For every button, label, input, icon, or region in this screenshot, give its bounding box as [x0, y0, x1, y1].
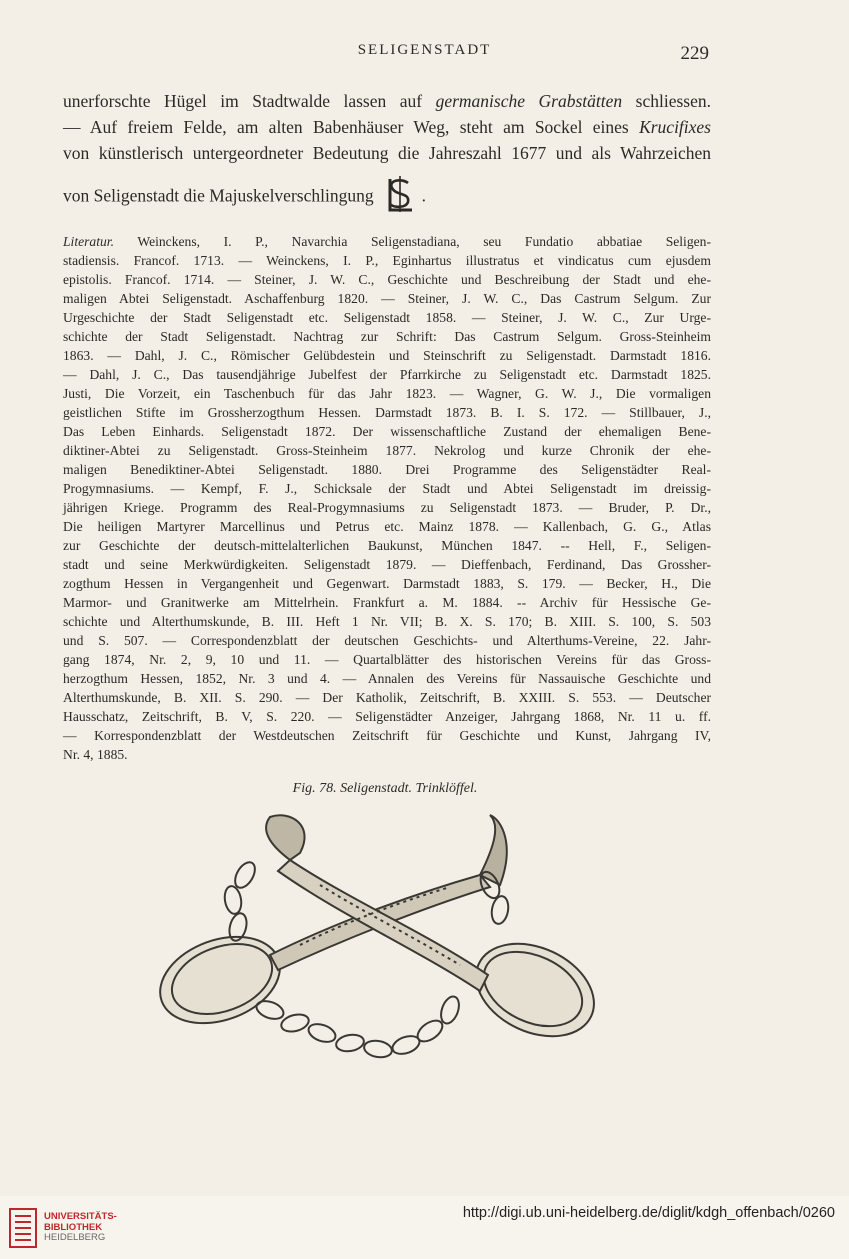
body-line: von Seligenstadt die Majuskelverschlingung .	[63, 174, 711, 221]
literature-line: Urgeschichte der Stadt Seligenstadt etc. Seligenstadt 1858. — Steiner, J. W. C., Zur Urge-	[63, 310, 711, 325]
library-name: UNIVERSITÄTS- BIBLIOTHEK HEIDELBERG	[44, 1211, 117, 1243]
literature-line: — Korrespondenzblatt der Westdeutschen Zeitschrift für Geschichte und Kunst, Jahrgang IV,	[63, 728, 711, 743]
literature-line: schichte und Alterthumskunde, B. III. Heft 1 Nr. VII; B. X. S. 170; B. XIII. S. 100, S. 503	[63, 614, 711, 629]
literature-line: diktiner-Abtei zu Seligenstadt. Gross-Steinheim 1877. Nekrolog und kurze Chronik der ehe-	[63, 443, 711, 458]
page-number: 229	[680, 43, 709, 64]
literature-line: Literatur. Weinckens, I. P., Navarchia Seligenstadiana, seu Fundatio abbatiae Seligen-	[63, 234, 711, 249]
literature-line: — Dahl, J. C., Das tausendjährige Jubelfest der Pfarrkirche zu Seligenstadt etc. Darmstadt 1825.	[63, 367, 711, 382]
literature-line: und S. 507. — Correspondenzblatt der deutschen Geschichts- und Alterthums-Vereine, 22. Jahr-	[63, 633, 711, 648]
literature-line: jährigen Kriege. Programm des Real-Progymnasiums zu Seligenstadt 1873. — Bruder, P. Dr.,	[63, 500, 711, 515]
literature-line: zogthum Hessen in Vergangenheit und Gegenwart. Darmstadt 1883, S. 179. — Becker, H., Die	[63, 576, 711, 591]
literature-line: 1863. — Dahl, J. C., Römischer Gelübdestein und Steinschrift zu Seligenstadt. Darmstadt 1816.	[63, 348, 711, 363]
literature-line: Nr. 4, 1885.	[63, 747, 128, 762]
literature-line: Justi, Die Vorzeit, ein Taschenbuch für das Jahr 1823. — Wagner, G. W. J., Die vormaligen	[63, 386, 711, 401]
source-url-link[interactable]: http://digi.ub.uni-heidelberg.de/diglit/kdgh_offenbach/0260	[462, 1205, 835, 1221]
literature-line: Marmor- und Granitwerke am Mittelrhein. Frankfurt a. M. 1884. -- Archiv für Hessische Ge-	[63, 595, 711, 610]
literature-line: maligen Benediktiner-Abtei Seligenstadt. 1880. Drei Programme des Seligenstädter Real-	[63, 462, 711, 477]
literature-line: Alterthumskunde, B. XII. S. 290. — Der Katholik, Zeitschrift, B. XXIII. S. 553. — Deutscher	[63, 690, 711, 705]
literature-line: stadt und seine Merkwürdigkeiten. Seligenstadt 1879. — Dieffenbach, Ferdinand, Das Grossher-	[63, 557, 711, 572]
literature-line: maligen Abtei Seligenstadt. Aschaffenburg 1820. — Steiner, J. W. C., Das Castrum Selgum. Zur	[63, 291, 711, 306]
body-line: — Auf freiem Felde, am alten Babenhäuser Weg, steht am Sockel eines Krucifixes	[63, 117, 711, 137]
literature-line: schichte der Stadt Seligenstadt. Nachtrag zur Schrift: Das Castrum Selgum. Gross-Steinheim	[63, 329, 711, 344]
body-paragraph	[63, 88, 711, 221]
literature-line: geistlichen Stifte im Grossherzogthum Hessen. Darmstadt 1873. B. I. S. 172. — Stillbauer, J.,	[63, 405, 711, 420]
body-line: von künstlerisch untergeordneter Bedeutung die Jahreszahl 1677 und als Wahrzeichen	[63, 143, 711, 163]
library-logo-icon	[9, 1208, 37, 1248]
literature-line: gang 1874, Nr. 2, 9, 10 und 11. — Quartalblätter des historischen Vereins für das Gross-	[63, 652, 711, 667]
literature-line: Das Leben Einhards. Seligenstadt 1872. Der wissenschaftliche Zustand der ehemaligen Bene-	[63, 424, 711, 439]
majuskel-monogram	[382, 174, 418, 221]
literature-line: Die heiligen Martyrer Marcellinus und Petrus etc. Mainz 1878. — Kallenbach, G. G., Atlas	[63, 519, 711, 534]
drinking-spoons-illustration	[150, 805, 620, 1090]
literature-label: Literatur.	[63, 234, 114, 249]
literature-line: Progymnasiums. — Kempf, F. J., Schicksale der Stadt und Abtei Seligenstadt im dreissig-	[63, 481, 711, 496]
body-line: unerforschte Hügel im Stadtwalde lassen auf germanische Grabstätten schliessen.	[63, 91, 711, 111]
literature-section	[63, 232, 711, 764]
literature-line: epistolis. Francof. 1714. — Steiner, J. W. C., Geschichte und Beschreibung der Stadt und ehe-	[63, 272, 711, 287]
literature-line: stadiensis. Francof. 1713. — Weinckens, I. P., Eginhartus illustratus et vindicatus cum ejusdem	[63, 253, 711, 268]
running-title: SELIGENSTADT	[357, 42, 492, 58]
figure-caption: Fig. 78. Seligenstadt. Trinklöffel.	[292, 781, 478, 796]
literature-line: herzogthum Hessen, 1852, Nr. 3 und 4. — Annalen des Vereins für Nassauische Geschichte und	[63, 671, 711, 686]
literature-line: Hausschatz, Zeitschrift, B. V, S. 220. — Seligenstädter Anzeiger, Jahrgang 1868, Nr. 11 u. ff.	[63, 709, 711, 724]
literature-line: zur Geschichte der deutsch-mittelalterlichen Baukunst, München 1847. -- Hell, F., Seligen-	[63, 538, 711, 553]
